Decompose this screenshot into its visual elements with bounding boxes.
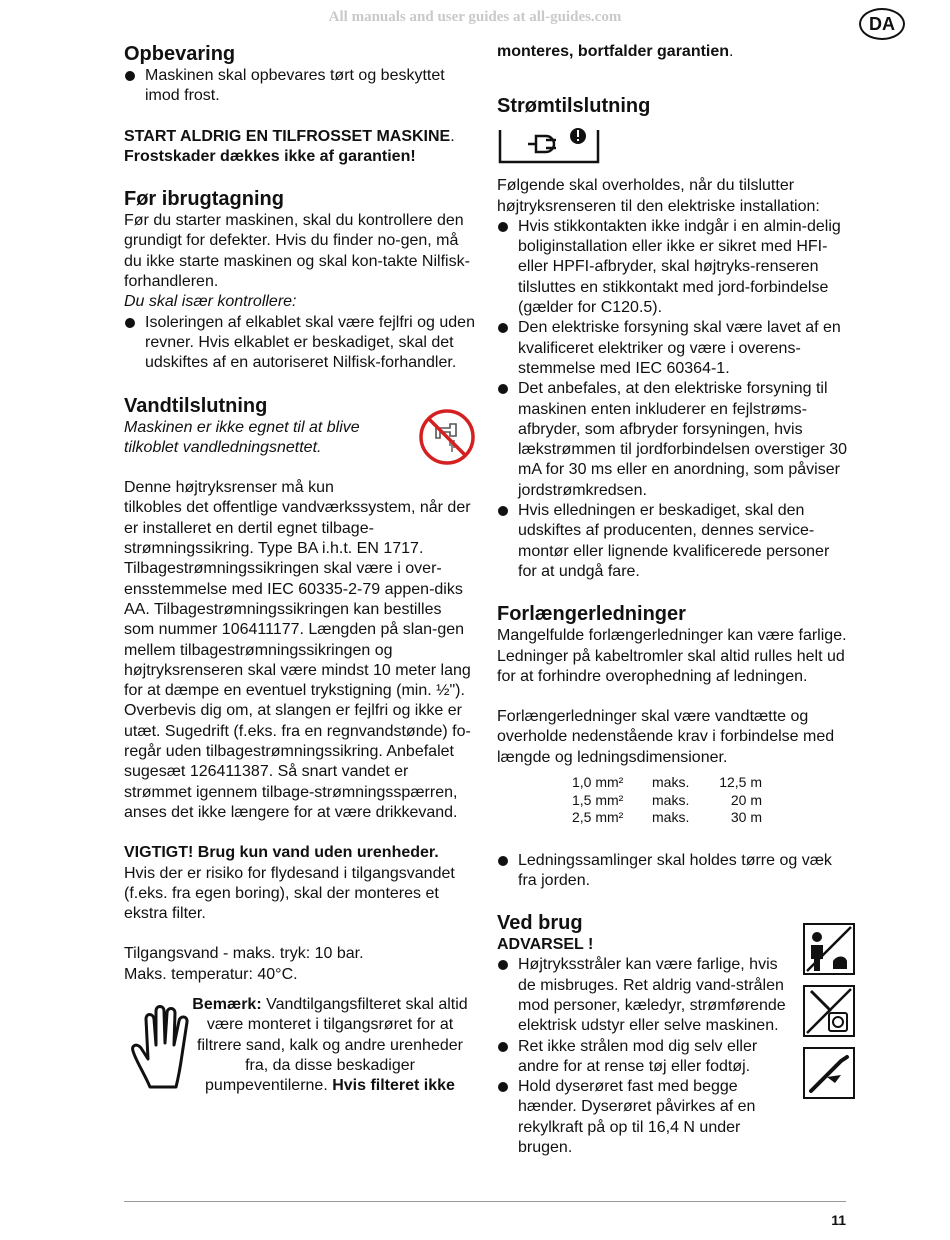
table-cell: maks. [652, 809, 690, 826]
usage-icons [803, 923, 855, 1109]
list-item: Hvis elledningen er beskadiget, skal den udskiftes af producenten, dennes service-montør eller lignende kvalificerede personer for at undgå fare. [497, 501, 852, 582]
watermark: All manuals and user guides at all-guides.com [328, 9, 622, 25]
extension-text-1: Mangelfulde forlængerledninger kan være farlige. Ledninger på kabeltromler skal altid rulles helt ud for at forhindre overophedning af ledningen. [497, 627, 847, 685]
table-cell: 12,5 m [719, 774, 762, 791]
power-bullets [497, 217, 852, 582]
power-plug-icon [498, 124, 602, 166]
no-tap-water-icon [418, 408, 476, 466]
list-item: Den elektriske forsyning skal være lavet af en kvalificeret elektriker og være i overens-stemmelse med IEC 60364-1. [497, 318, 852, 379]
frost-warranty-note: Frostskader dækkes ikke af garantien! [124, 147, 416, 165]
water-text-line1: Denne højtryksrenser må kun [124, 479, 334, 497]
table-cell: 1,5 mm² [572, 791, 624, 808]
table-row [572, 809, 762, 827]
before-use-heading: Før ibrugtagning [124, 188, 284, 211]
important-notice: VIGTIGT! Brug kun vand uden urenheder. [124, 844, 439, 862]
usage-heading: Ved brug [497, 912, 583, 935]
no-spray-at-electrical-icon [803, 985, 855, 1037]
list-item: Det anbefales, at den elektriske forsyning til maskinen enten inkluderer en fejlstrøms-afbryder, som afbryder forsyningen, hvis lækstrømmen til jordforbindelsen overstiger 30 mA for 30 ms eller en anordning, som påviser jordstrømkredsen. [497, 379, 852, 501]
frost-warning-bold: START ALDRIG EN TILFROSSET MASKINE [124, 127, 451, 145]
page-number: 11 [831, 1212, 846, 1228]
hold-spray-gun-icon [803, 1047, 855, 1099]
section-usage [497, 911, 852, 1158]
table-row [572, 774, 762, 792]
check-title: Du skal især kontrollere: [124, 293, 297, 311]
usage-warning: ADVARSEL ! [497, 936, 594, 954]
section-power [497, 94, 852, 582]
list-item: Ret ikke strålen mod dig selv eller andre for at rense tøj eller fodtøj. [497, 1037, 790, 1078]
power-intro: Følgende skal overholdes, når du tilslutter højtryksrenseren til den elektriske installation: [497, 177, 820, 215]
table-cell: maks. [652, 774, 690, 791]
storage-heading: Opbevaring [124, 43, 236, 65]
right-column [497, 42, 852, 1158]
hand-stop-icon [130, 1003, 200, 1089]
extension-table [572, 774, 762, 827]
list-item: Højtryksstråler kan være farlige, hvis de misbruges. Ret aldrig vand-strålen mod personer, kæledyr, strømførende elektrisk udstyr eller selve maskinen. [497, 955, 790, 1036]
table-cell: 2,5 mm² [572, 809, 624, 826]
section-storage [124, 42, 476, 167]
important-text: Hvis der er risiko for flydesand i tilgangsvandet (f.eks. fra egen boring), skal der monteres et ekstra filter. [124, 864, 455, 923]
note-label: Bemærk: [192, 995, 262, 1013]
frost-warning-dot: . [450, 127, 455, 145]
frost-warning [124, 127, 476, 147]
usage-bullets [497, 955, 852, 1158]
list-item: Ledningssamlinger skal holdes tørre og væk fra jorden. [497, 851, 852, 892]
extension-heading: Forlængerledninger [497, 603, 686, 626]
list-item: Maskinen skal opbevares tørt og beskyttet imod frost. [124, 66, 476, 107]
left-column [124, 42, 476, 1096]
footer-divider [124, 1201, 846, 1202]
language-badge: DA [859, 8, 905, 40]
extension-bullets [497, 851, 852, 892]
storage-bullets [124, 66, 476, 107]
note-bold-end: Hvis filteret ikke [332, 1077, 455, 1095]
note-body: Vandtilgangsfilteret skal altid være monteret i tilgangsrøret for at filtrere sand, kalk og andre urenheder fra, da disse beskadiger pumpeventilerne. [197, 995, 468, 1095]
list-item: Hvis stikkontakten ikke indgår i en almin-delig boliginstallation eller ikke er sikret med HFI- eller HPFI-afbryder, skal højtryks-renseren tilsluttes en stikkontakt med jord-forbindelse (gælder for C120.5). [497, 217, 852, 318]
warranty-continuation-dot: . [729, 43, 734, 60]
water-text: tilkobles det offentlige vandværkssystem, når der er installeret en dertil egnet tilbage-strømningssikring. Type BA i.h.t. EN 1717. Tilbagestrømningssikringen skal være i over-ensstemmelse med IEC 60335-2-79 appen-diks AA. Tilbagestrømningssikringen kan bestilles som nummer 106411177. Længden på slan-gen mellem tilbagestrømningssikringen og højtryksrenseren skal være mindst 10 meter lang for at dæmpe en eventuel trykstigning (min. ½"). Overbevis dig om, at slangen er fejlfri og ikke er utæt. Sugedrift (f.eks. fra en regnvandstønde) fo-regår uden tilbagestrømningssikring. Anbefalet sugesæt 126411387. Så snart vandet er strømmet igennem tilbage-strømningsspærren, anses det ikke længere for at være drikkevand. [124, 499, 471, 821]
list-item: Isoleringen af elkablet skal være fejlfri og uden revner. Hvis elkablet er beskadiget, skal det udskiftes af en autoriseret Nilfisk-forhandler. [124, 313, 476, 374]
table-cell: 20 m [730, 791, 762, 808]
extension-text-2: Forlængerledninger skal være vandtætte og overholde nedenstående krav i forbindelse med længde og ledningsdimensioner. [497, 708, 835, 766]
inlet-pressure: Tilgangsvand - maks. tryk: 10 bar. [124, 945, 364, 963]
water-heading: Vandtilslutning [124, 394, 268, 417]
before-use-bullets [124, 313, 476, 374]
section-before-use [124, 187, 476, 373]
table-cell: 30 m [730, 809, 762, 826]
water-italic-line2: tilkoblet vandledningsnettet. [124, 438, 322, 456]
max-temperature: Maks. temperatur: 40°C. [124, 965, 298, 983]
table-cell: maks. [652, 791, 690, 808]
warranty-continuation-bold: monteres, bortfalder garantien [497, 43, 730, 60]
warranty-continuation [497, 42, 852, 62]
section-extension [497, 602, 852, 891]
no-spray-at-people-icon [803, 923, 855, 975]
list-item: Hold dyserøret fast med begge hænder. Dyserøret påvirkes af en rekylkraft på op til 16,4 N under brugen. [497, 1077, 790, 1158]
filter-note [124, 995, 476, 1096]
table-row [572, 792, 762, 810]
table-cell: 1,0 mm² [572, 774, 624, 791]
water-italic-line1: Maskinen er ikke egnet til at blive [124, 418, 360, 436]
before-use-text: Før du starter maskinen, skal du kontrollere den grundigt for defekter. Hvis du finder no-gen, må du ikke starte maskinen og skal kon-takte Nilfisk-forhandleren. [124, 212, 470, 291]
power-heading: Strømtilslutning [497, 95, 651, 118]
section-water [124, 394, 476, 1097]
